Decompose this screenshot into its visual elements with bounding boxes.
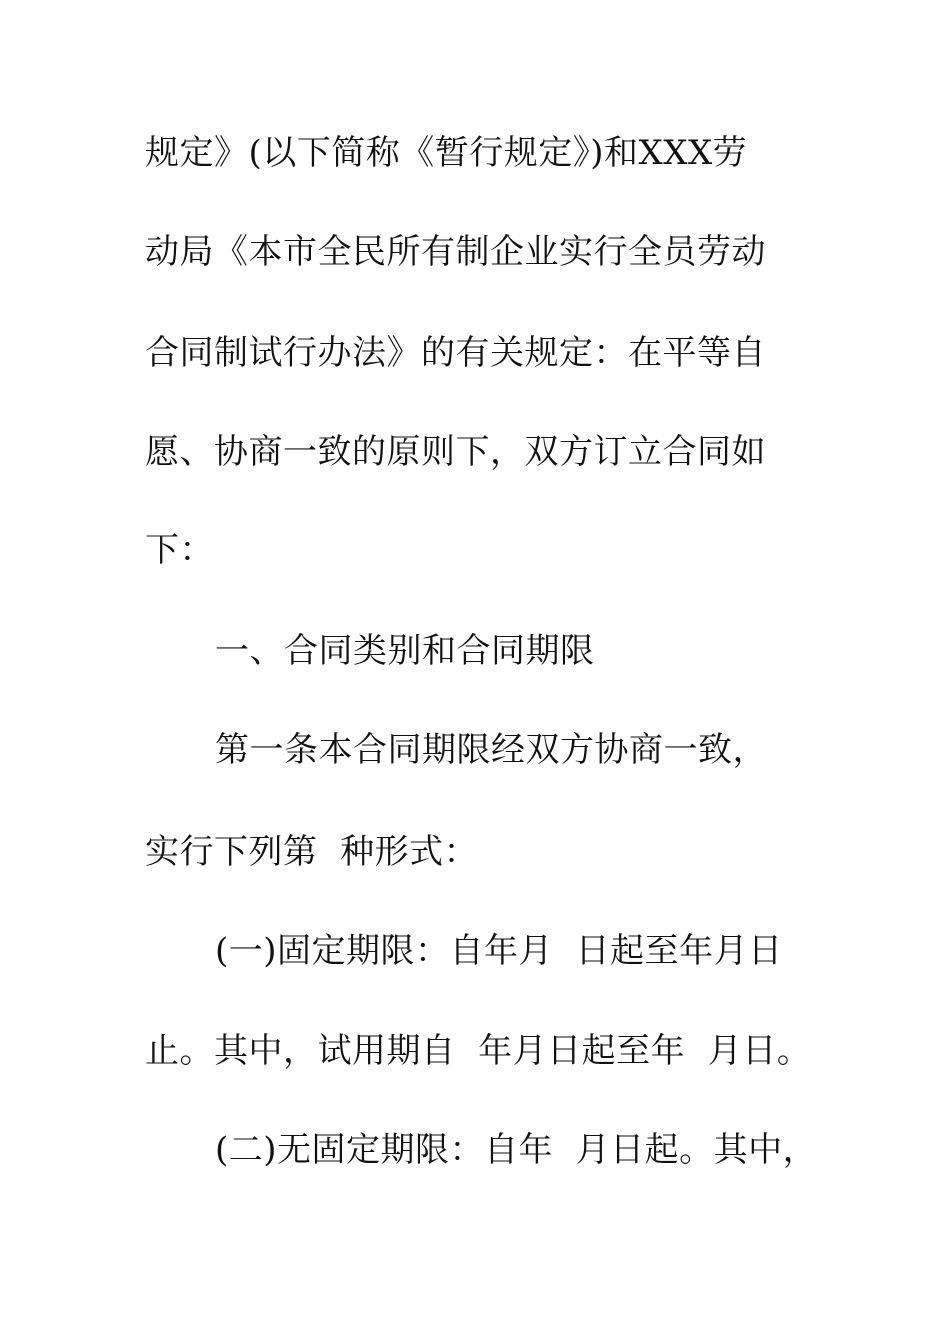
- paragraph-line-4: 愿、协商一致的原则下，双方订立合同如: [145, 432, 766, 472]
- clause-fixed-term-line-1: (一)固定期限：自年月 日起至年月日: [215, 931, 783, 971]
- paragraph-line-3: 合同制试行办法》的有关规定：在平等自: [145, 333, 766, 373]
- article-line-2: 实行下列第 种形式：: [145, 832, 479, 872]
- clause-open-term-line-1: (二)无固定期限：自年 月日起。其中，: [215, 1130, 818, 1170]
- paragraph-line-2: 动局《本市全民所有制企业实行全员劳动: [145, 232, 766, 272]
- clause-fixed-term-line-2: 止。其中，试用期自 年月日起至年 月日。: [145, 1031, 812, 1071]
- paragraph-line-1: 规定》(以下简称《暂行规定》)和XXX劳: [145, 133, 748, 173]
- section-heading: 一、合同类别和合同期限: [215, 631, 595, 671]
- paragraph-line-5: 下：: [145, 530, 214, 570]
- article-line-1: 第一条本合同期限经双方协商一致，: [215, 730, 767, 770]
